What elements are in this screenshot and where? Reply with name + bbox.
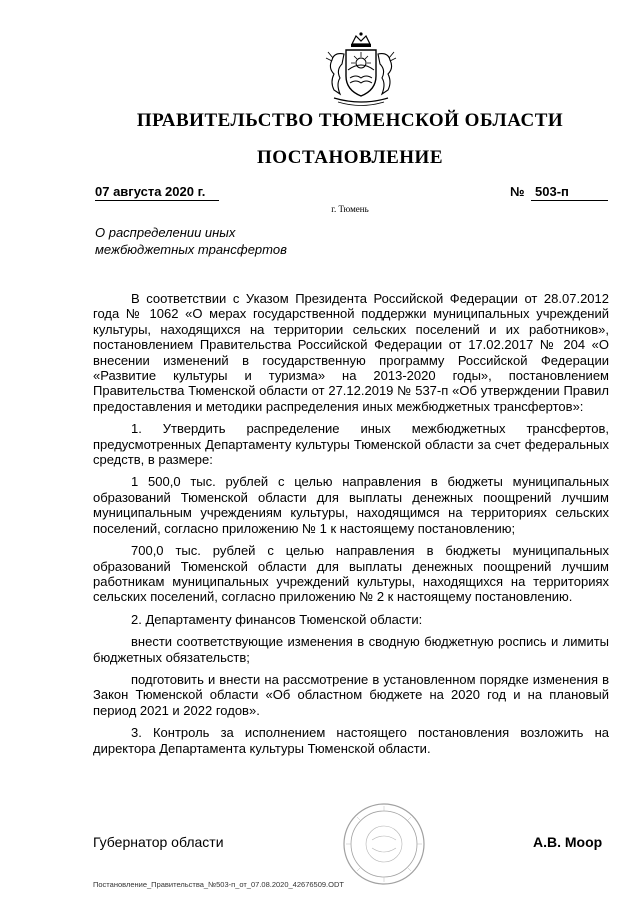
official-seal-icon <box>342 802 426 886</box>
file-footer: Постановление_Правительства_№503-п_от_07.08.2020_42676509.ODT <box>93 880 344 889</box>
number-sign: № <box>510 184 525 199</box>
subject-line-2: межбюджетных трансфертов <box>95 242 287 257</box>
document-subject <box>95 224 355 258</box>
signatory-position: Губернатор области <box>93 834 224 850</box>
paragraph-item-3: 3. Контроль за исполнением настоящего постановления возложить на директора Департамента культуры Тюменской области. <box>93 725 609 756</box>
paragraph-subitem-2: 700,0 тыс. рублей с целью направления в бюджеты муниципальных образований Тюменской области для выплаты денежных поощрений лучшим работникам муниципальных учреждений культуры, находящихся на территориях сельских поселений, согласно приложению № 2 к настоящему постановлению. <box>93 543 609 605</box>
signatory-name: А.В. Моор <box>533 834 603 850</box>
document-type: ПОСТАНОВЛЕНИЕ <box>256 147 444 168</box>
subject-line-1: О распределении иных <box>95 225 236 240</box>
coat-of-arms-icon <box>316 30 406 110</box>
paragraph-preamble: В соответствии с Указом Президента Российской Федерации от 28.07.2012 года № 1062 «О мерах государственной поддержки муниципальных учреждений культуры, находящихся на территории сельских поселений и их работников», постановлением Правительства Российской Федерации от 17.02.2017 № 204 «О внесении изменений в государственную программу Российской Федерации «Развитие культуры и туризма» на 2013-2020 годы», постановлением Правительства Тюменской области от 27.12.2019 № 537-п «Об утверждении Правил предоставления и методики распределения иных межбюджетных трансфертов»: <box>93 291 609 414</box>
paragraph-item-2: 2. Департаменту финансов Тюменской области: <box>131 611 423 627</box>
document-number: 503-п <box>531 184 608 201</box>
document-body <box>93 291 609 756</box>
city: г. Тюмень <box>331 204 369 214</box>
government-title: ПРАВИТЕЛЬСТВО ТЮМЕНСКОЙ ОБЛАСТИ <box>136 110 564 131</box>
paragraph-item-2-a: внести соответствующие изменения в сводную бюджетную роспись и лимиты бюджетных обязательств; <box>93 634 609 665</box>
document-date: 07 августа 2020 г. <box>95 184 219 201</box>
paragraph-item-2-b: подготовить и внести на рассмотрение в установленном порядке изменения в Закон Тюменской области «Об областном бюджете на 2020 год и на плановый период 2021 и 2022 годов». <box>93 671 609 718</box>
paragraph-subitem-1: 1 500,0 тыс. рублей с целью направления в бюджеты муниципальных образований Тюменской области для выплаты денежных поощрений лучшим муниципальным учреждениям культуры, находящимся на территориях сельских поселений, согласно приложению № 1 к настоящему постановлению; <box>93 474 609 536</box>
paragraph-item-1: 1. Утвердить распределение иных межбюджетных трансфертов, предусмотренных Департаменту культуры Тюменской области за счет федеральных средств, в размере: <box>93 421 609 468</box>
